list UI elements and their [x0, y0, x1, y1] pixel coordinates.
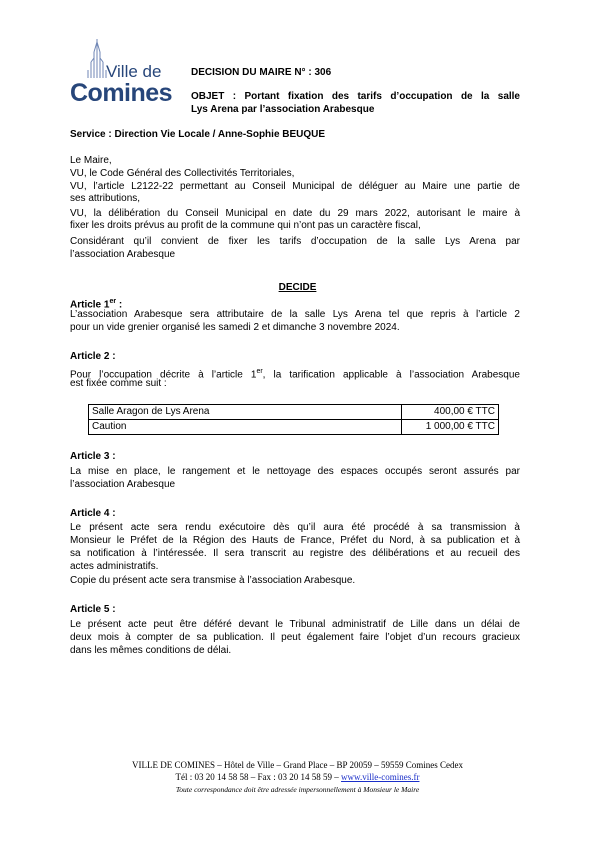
article-2-line-1-sup: er — [256, 368, 263, 375]
tarifs-table — [88, 404, 499, 435]
article-1-title-text: Article 1 — [70, 299, 110, 311]
logo-text-comines: Comines — [70, 79, 173, 107]
article-4-line-4: actes administratifs. — [70, 561, 159, 572]
article-1-line-1: L’association Arabesque sera attributaire de la salle Lys Arena tel que repris à l’article 2 — [70, 309, 520, 320]
decide-heading: DECIDE — [278, 282, 317, 293]
preamble-considerant-line-1: Considérant qu’il convient de fixer les tarifs d’occupation de la salle Lys Arena par — [70, 236, 520, 247]
preamble-vu-article-line-2: ses attributions, — [70, 193, 141, 204]
article-4-line-3: sa notification à l’intéressée. Il sera transcrit au registre des délibérations et au recueil des — [70, 548, 520, 559]
article-4-title: Article 4 : — [70, 508, 116, 519]
article-5-title: Article 5 : — [70, 604, 116, 615]
article-3-line-2: l’association Arabesque — [70, 479, 176, 490]
article-3-line-1: La mise en place, le rangement et le nettoyage des espaces occupés seront assurés par — [70, 466, 520, 477]
preamble-considerant-line-2: l’association Arabesque — [70, 249, 176, 260]
footer-correspondence-note — [60, 784, 535, 795]
footer-website-link[interactable]: www.ville-comines.fr — [341, 772, 420, 782]
preamble-vu-deliberation-line-2: fixer les droits prévus au profit de la commune qui n’ont pas un caractère fiscal, — [70, 220, 421, 231]
article-4-line-2: Monsieur le Préfet de la Région des Hauts de France, Préfet du Nord, à sa publication et à — [70, 535, 520, 546]
article-4-line-1: Le présent acte sera rendu exécutoire dès qu’il aura été procédé à sa transmission à — [70, 522, 520, 533]
preamble-le-maire: Le Maire, — [70, 155, 112, 166]
footer-correspondence-text: Toute correspondance doit être adressée impersonnellement à Monsieur le Maire — [175, 785, 420, 794]
article-2-line-1-part-b: , la tarification applicable à l’association Arabesque — [262, 369, 520, 381]
article-1-line-2: pour un vide grenier organisé les samedi 2 et dimanche 3 novembre 2024. — [70, 322, 400, 333]
article-1-title-sup: er — [109, 298, 117, 305]
footer-contact — [60, 772, 535, 783]
footer-phone-fax: Tél : 03 20 14 58 58 – Fax : 03 20 14 58 59 – — [175, 772, 342, 782]
decision-number: DECISION DU MAIRE N° : 306 — [191, 67, 332, 78]
preamble-vu-article-line-1: VU, l’article L2122-22 permettant au Conseil Municipal de déléguer au Maire une partie de — [70, 181, 520, 192]
preamble-vu-deliberation-line-1: VU, la délibération du Conseil Municipal en date du 29 mars 2022, autorisant le maire à — [70, 208, 520, 219]
objet-line-1: OBJET : Portant fixation des tarifs d’occupation de la salle — [191, 91, 520, 102]
article-2-line-1-part-a: Pour l’occupation décrite à l’article 1 — [70, 369, 257, 381]
article-3-title: Article 3 : — [70, 451, 116, 462]
table-row — [89, 420, 499, 435]
table-row — [89, 405, 499, 420]
article-5-line-1: Le présent acte peut être déféré devant le Tribunal administratif de Lille dans un délai de — [70, 619, 520, 630]
preamble-vu-code: VU, le Code Général des Collectivités Territoriales, — [70, 168, 295, 179]
tarif-label-cell: Salle Aragon de Lys Arena — [89, 405, 402, 420]
article-2-line-2: est fixée comme suit : — [70, 378, 167, 389]
ville-de-comines-logo — [70, 38, 174, 108]
article-4-line-5: Copie du présent acte sera transmise à l’association Arabesque. — [70, 575, 356, 586]
article-5-line-3: dans les mêmes conditions de délai. — [70, 645, 232, 656]
article-1-title-colon: : — [116, 299, 123, 311]
logo-text-ville-de: Ville de — [106, 62, 162, 81]
service-line: Service : Direction Vie Locale / Anne-Sophie BEUQUE — [70, 129, 326, 140]
article-2-title: Article 2 : — [70, 351, 116, 362]
footer-address: VILLE DE COMINES – Hôtel de Ville – Grand Place – BP 20059 – 59559 Comines Cedex — [132, 760, 463, 770]
tarif-value-cell: 400,00 € TTC — [402, 405, 499, 420]
tarif-value-cell: 1 000,00 € TTC — [402, 420, 499, 435]
objet-line-2: Lys Arena par l’association Arabesque — [191, 104, 375, 115]
article-5-line-2: deux mois à compter de sa publication. Il peut également faire l’objet d’un recours gracieux — [70, 632, 520, 643]
tarif-label-cell: Caution — [89, 420, 402, 435]
